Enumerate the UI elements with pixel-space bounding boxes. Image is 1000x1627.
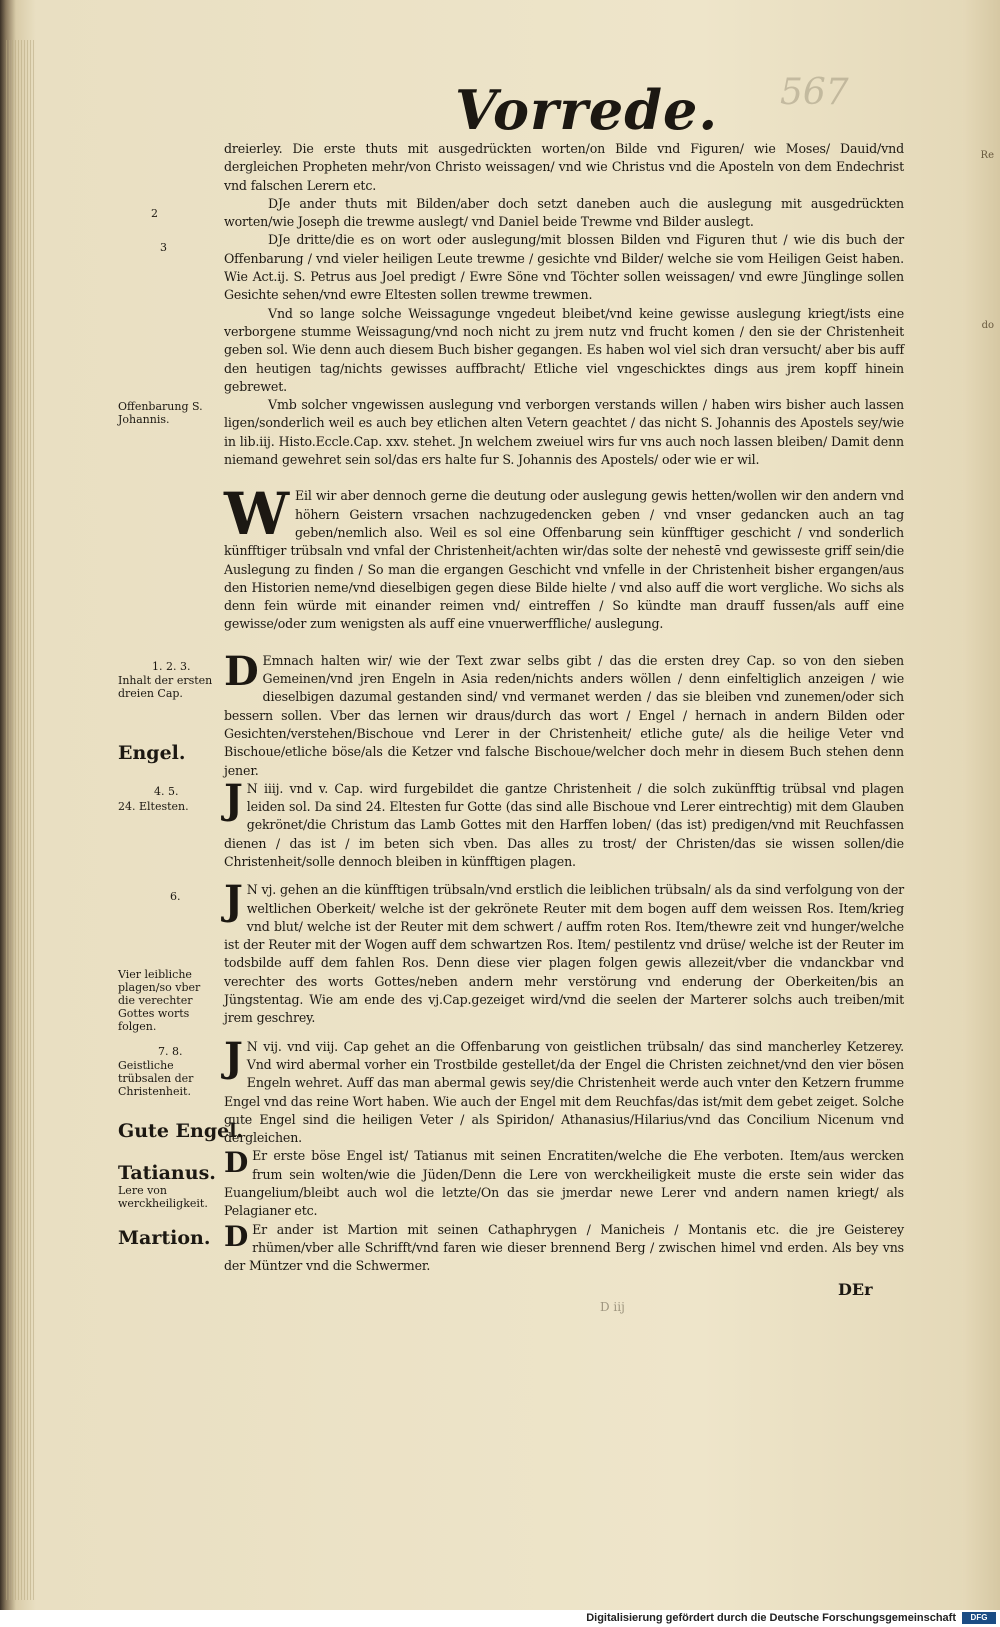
paragraph-11: D Er erste böse Engel ist/ Tatianus mit seinen Encratiten/welche die Ehe verboten. Item/aus wercken frum sein wolten/wie die Jüden/Denn die Lere von werckheiligkeit muste die erste sein wider das Euangelium/bleibt auch wol die letzte/On das sie jmerdar newe Lerer vnd andern namen kriegt/ als Pelagianer etc. bbox=[224, 1146, 904, 1219]
margin-note-offenbarung: Offenbarung S. Johannis. bbox=[118, 400, 203, 426]
footer-text: Digitalisierung gefördert durch die Deutsche Forschungsgemeinschaft bbox=[586, 1612, 956, 1624]
page-title: Vorrede. bbox=[455, 78, 719, 142]
folio-ghost: 567 bbox=[780, 72, 849, 113]
paragraph-1: dreierley. Die erste thuts mit ausgedrückten worten/on Bilde vnd Figuren/ wie Moses/ Dauid/vnd dergleichen Propheten mehr/von Christo weissagen/ vnd wie Christus vnd die Aposteln von dem Endechrist vnd falschen Lerern etc. bbox=[224, 141, 904, 193]
paragraph-8: J N iiij. vnd v. Cap. wird furgebildet die gantze Christenheit / die solch zukünfftig trübsal vnd plagen leiden sol. Da sind 24. Eltesten fur Gotte (das sind alle Bischoue vnd Lerer eintrechtig) mit dem Glauben gekrönet/die Christum das Lamb Gottes mit den Harffen loben/ (das ist) predigen/vnd mit Reuchfassen dienen / das ist / im beten sich vben. Das alles zu trost/ der Christen/das sie wissen sollen/die Christenheit/solle dennoch bleiben in künfftigen plagen. bbox=[224, 775, 904, 869]
paragraph-5: Vmb solcher vngewissen auslegung vnd verborgen verstands willen / haben wirs bisher auch lassen ligen/sonderlich weil es auch bey etlichen alten Vetern geachtet / das nicht S. Johannis des Apostels sey/wie in lib.iij. Histo.Eccle.Cap. xxv. stehet. Jn welchem zweiuel wirs fur vns auch noch lassen bleiben/ Damit denn niemand gewehret sein sol/das ers halte fur S. Johannis des Apostels/ oder wie er wil. bbox=[224, 397, 904, 468]
margin-number-6: 6. bbox=[170, 890, 181, 903]
margin-note-lere: Lere von werckheiligkeit. bbox=[118, 1184, 208, 1210]
initial-j2: J bbox=[224, 877, 243, 925]
margin-number-geist: 7. 8. bbox=[158, 1045, 183, 1058]
margin-number-inhalt: 1. 2. 3. bbox=[152, 660, 191, 673]
margin-heading-gute-engel: Gute Engel. bbox=[118, 1120, 244, 1142]
paragraph-12: D Er ander ist Martion mit seinen Cathaphrygen / Manicheis / Montanis etc. die jre Geisterey rhümen/vber alle Schrifft/vnd faren wie dieser brennend Berg / zwischen himel vnd erden. Als bey vns der Müntzer vnd die Schwermer. bbox=[224, 1219, 904, 1274]
dfg-logo: DFG bbox=[962, 1612, 996, 1624]
margin-number-2: 2 bbox=[151, 207, 158, 220]
margin-heading-tatianus: Tatianus. bbox=[118, 1162, 216, 1184]
initial-w: W bbox=[224, 480, 289, 549]
initial-d2: D bbox=[224, 1146, 249, 1180]
initial-j: J bbox=[224, 775, 243, 823]
margin-note-vier-plagen: Vier leibliche plagen/so vber die verechter Gottes worts folgen. bbox=[118, 968, 201, 1033]
catchword: DEr bbox=[838, 1280, 873, 1299]
paragraph-9: J N vj. gehen an die künfftigen trübsaln/vnd erstlich die leiblichen trübsaln/ als da sind verfolgung von der weltlichen Oberkeit/ welche ist der gekrönete Reuter mit dem bogen auff dem weissen Ros. Item/krieg vnd blut/ welche ist der Reuter mit dem schwert / auffm roten Ros. Item/thewre zeit vnd hunger/welche ist der Reuter mit der Wogen auff dem schwartzen Ros. Item/ pestilentz vnd drüse/ welche ist der Reuter im todsbilde auff dem fahlen Ros. Denn diese vier plagen folgen gewis allezeit/vber die vndanckbar vnd verechter des worts Gottes/neben andern mehr verstörung vnd enderung der Oberkeiten/bis an Jüngstentag. Wie am ende des vj.Cap.gezeiget wird/vnd die seelen der Marterer solchs auch treiben/mit jrem geschrey. bbox=[224, 877, 904, 1026]
paragraph-2: DJe ander thuts mit Bilden/aber doch setzt daneben auch die auslegung mit ausgedrückten worten/wie Joseph die trewme auslegt/ vnd Daniel beide Trewme vnd Bilder auslegt. bbox=[224, 195, 904, 230]
margin-note-eltesten: 24. Eltesten. bbox=[118, 800, 189, 813]
margin-note-geistliche: Geistliche trübsalen der Christenheit. bbox=[118, 1059, 194, 1098]
paragraph-6: W Eil wir aber dennoch gerne die deutung oder auslegung gewis hetten/wollen wir den andern vnd höhern Geistern vrsachen nachzugedencken geben / vnd vnser gedancken auch an tag geben/nemlich also. Weil es sol eine Offenbarung sein künfftiger geschicht / vnd sonderlich künfftiger trübsaln vnd vnfal der Christenheit/achten wir/das solte der nehestē vnd gewisseste griff sein/die Auslegung zu finden / So man die ergangen Geschicht vnd vnfelle in der Christenheit bisher ergangen/aus den Historien neme/vnd dieselbigen gegen diese Bilde hielte / vnd also auff die wort vergliche. Wo sichs als denn fein würde mit einander reimen vnd/ eintreffen / So kündte man drauff fussen/als auff eine gewisse/oder zum wenigsten als auff eine vnuerwerffliche/ auslegung. bbox=[224, 480, 904, 632]
footer-bar bbox=[0, 1610, 1000, 1627]
signature-mark: D iij bbox=[600, 1300, 625, 1314]
initial-d3: D bbox=[224, 1219, 249, 1253]
initial-d: D bbox=[224, 647, 259, 695]
margin-number-eltesten: 4. 5. bbox=[154, 785, 179, 798]
margin-note-inhalt: Inhalt der ersten dreien Cap. bbox=[118, 674, 213, 700]
page-edges bbox=[6, 40, 36, 1600]
facing-page-edge bbox=[962, 0, 1000, 1610]
margin-heading-engel: Engel. bbox=[118, 742, 186, 764]
paragraph-10: J N vij. vnd viij. Cap gehet an die Offenbarung von geistlichen trübsaln/ das sind mancherley Ketzerey. Vnd wird abermal vorher ein Trostbilde gestellet/da der Engel die Christen zeichnet/vnd den vier bösen Engeln wehret. Auff das man abermal gewis sey/die Christenheit werde auch vnter den Ketzern frumme Engel vnd das reine Wort haben. Wie auch der Engel mit dem Reuchfas/das ist/mit dem gebet zeiget. Solche gute Engel sind die heiligen Veter / als Spiridon/ Athanasius/Hilarius/vnd das Concilium Nicenum vnd dergleichen. bbox=[224, 1033, 904, 1146]
paragraph-3: DJe dritte/die es on wort oder auslegung/mit blossen Bilden vnd Figuren thut / wie dis buch der Offenbarung / vnd vieler heiligen Leute trewme / gesichte vnd Bilder/ welche sie vom Heiligen Geist haben. Wie Act.ij. S. Petrus aus Joel predigt / Ewre Söne vnd Töchter sollen weissagen/ vnd ewre Jünglinge sollen Gesichte sehen/vnd ewre Eltesten sollen trewme trewmen. bbox=[224, 232, 904, 303]
main-text bbox=[224, 140, 904, 1276]
facing-fragment: Re bbox=[980, 150, 994, 161]
margin-heading-martion: Martion. bbox=[118, 1227, 211, 1249]
paragraph-7: D Emnach halten wir/ wie der Text zwar selbs gibt / das die ersten drey Cap. so von den sieben Gemeinen/vnd jren Engeln in Asia reden/nichts anders wöllen / denn einfeltiglich anzeigen / wie dieselbigen dazumal gestanden sind/ vnd vermanet werden / das sie bleiben vnd zunemen/oder sich bessern sollen. Vber das lernen wir draus/durch das wort / Engel / hernach in andern Bilden oder Gesichten/verstehen/Bischoue vnd Lerer in der Christenheit/ etliche gute/ als die heilige Veter vnd Bischoue/etliche böse/als die Ketzer vnd falsche Bischoue/welcher doch mehr in diesem Buch stehen denn jener. bbox=[224, 647, 904, 778]
paragraph-4: Vnd so lange solche Weissagunge vngedeut bleibet/vnd keine gewisse auslegung kriegt/ists eine verborgene stumme Weissagung/vnd noch nicht zu jrem nutz vnd frucht komen / den sie der Christenheit geben sol. Wie denn auch diesem Buch bisher gegangen. Es haben wol viel sich dran versucht/ aber bis auff den heutigen tag/nichts gewisses auffbracht/ Etliche viel vngeschicktes dings aus jrem kopff hinein gebrewet. bbox=[224, 305, 904, 394]
initial-j3: J bbox=[224, 1033, 243, 1081]
margin-number-3: 3 bbox=[160, 241, 167, 254]
facing-fragment: do bbox=[981, 320, 994, 331]
